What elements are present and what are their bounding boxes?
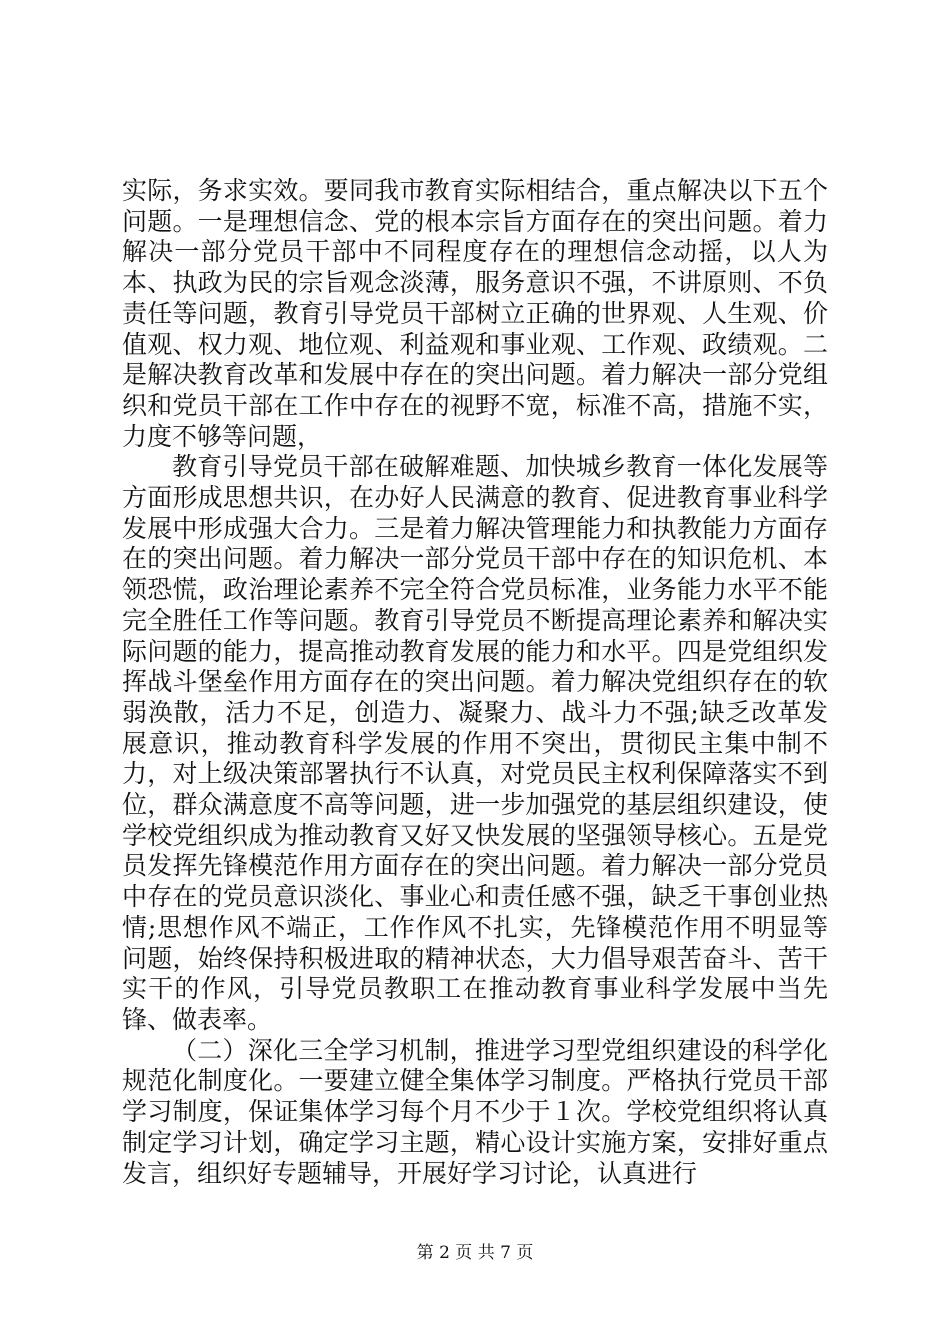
page-number-footer: 第 2 页 共 7 页 xyxy=(416,1243,534,1263)
paragraph-1: 实际，务求实效。要同我市教育实际相结合，重点解决以下五个问题。一是理想信念、党的根本宗旨方面存在的突出问题。着力解决一部分党员干部中不同程度存在的理想信念动摇，以人为本、执政为民的宗旨观念淡薄，服务意识不强，不讲原则、不负责任等问题，教育引导党员干部树立正确的世界观、人生观、价值观、权力观、地位观、利益观和事业观、工作观、政绩观。二是解决教育改革和发展中存在的突出问题。着力解决一部分党组织和党员干部在工作中存在的视野不宽，标准不高，措施不实，力度不够等问题， xyxy=(122,176,828,451)
paragraph-3: （二）深化三全学习机制，推进学习型党组织建设的科学化规范化制度化。一要建立健全集体学习制度。严格执行党员干部学习制度，保证集体学习每个月不少于１次。学校党组织将认真制定学习计划，确定学习主题，精心设计实施方案，安排好重点发言，组织好专题辅导，开展好学习讨论，认真进行 xyxy=(122,1035,828,1188)
document-body xyxy=(122,176,828,1189)
paragraph-2: 教育引导党员干部在破解难题、加快城乡教育一体化发展等方面形成思想共识，在办好人民满意的教育、促进教育事业科学发展中形成强大合力。三是着力解决管理能力和执教能力方面存在的突出问题。着力解决一部分党员干部中存在的知识危机、本领恐慌，政治理论素养不完全符合党员标准，业务能力水平不能完全胜任工作等问题。教育引导党员不断提高理论素养和解决实际问题的能力，提高推动教育发展的能力和水平。四是党组织发挥战斗堡垒作用方面存在的突出问题。着力解决党组织存在的软弱涣散，活力不足，创造力、凝聚力、战斗力不强;缺乏改革发展意识，推动教育科学发展的作用不突出，贯彻民主集中制不力，对上级决策部署执行不认真，对党员民主权利保障落实不到位，群众满意度不高等问题，进一步加强党的基层组织建设，使学校党组织成为推动教育又好又快发展的坚强领导核心。五是党员发挥先锋模范作用方面存在的突出问题。着力解决一部分党员中存在的党员意识淡化、事业心和责任感不强，缺乏干事创业热情;思想作风不端正，工作作风不扎实，先锋模范作用不明显等问题，始终保持积极进取的精神状态，大力倡导艰苦奋斗、苦干实干的作风，引导党员教职工在推动教育事业科学发展中当先锋、做表率。 xyxy=(122,452,828,1034)
